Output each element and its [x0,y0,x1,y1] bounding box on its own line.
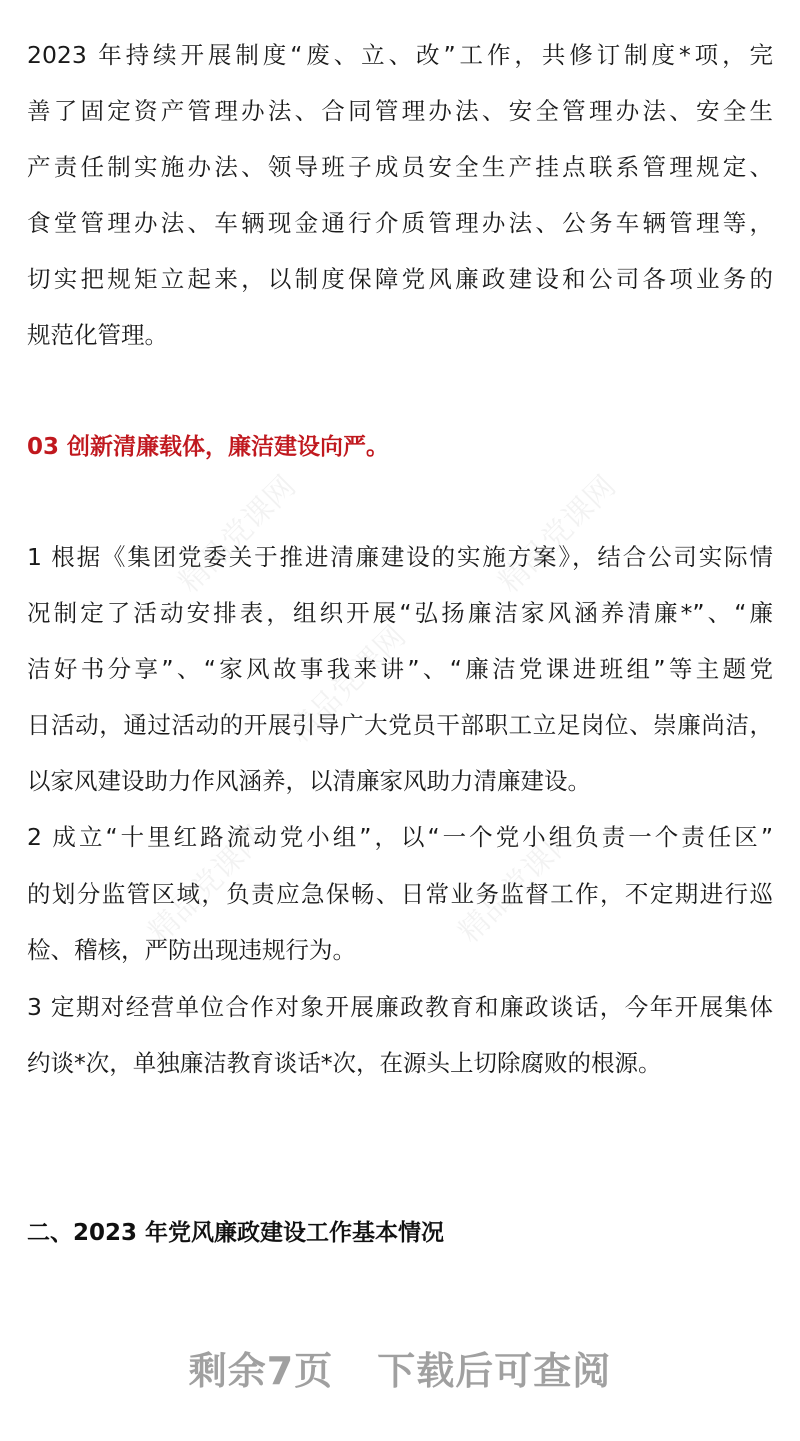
chapter-heading: 二、2023 年党风廉政建设工作基本情况 [27,1220,445,1246]
text-line: 检、稽核，严防出现违规行为。 [27,936,356,964]
download-to-view-label[interactable]: 下载后可查阅 [377,1349,612,1393]
text-line: 切实把规矩立起来，以制度保障党风廉政建设和公司各项业务的 [27,265,773,293]
text-line: 食堂管理办法、车辆现金通行介质管理办法、公务车辆管理等， [27,209,773,237]
download-prompt[interactable] [0,1340,800,1395]
text-line: 的划分监管区域，负责应急保畅、日常业务监督工作，不定期进行巡 [27,880,773,908]
section-heading: 03 创新清廉载体，廉洁建设向严。 [27,434,390,460]
watermark: 精品党课网 [172,469,303,600]
text-line: 产责任制实施办法、领导班子成员安全生产挂点联系管理规定、 [27,153,773,181]
text-line: 善了固定资产管理办法、合同管理办法、安全管理办法、安全生 [27,97,773,125]
text-line: 约谈*次，单独廉洁教育谈话*次，在源头上切除腐败的根源。 [27,1049,662,1077]
text-line: 日活动，通过活动的开展引导广大党员干部职工立足岗位、崇廉尚洁， [27,711,773,739]
text-line: 2 成立“十里红路流动党小组”，以“一个党小组负责一个责任区” [27,823,773,851]
text-line: 洁好书分享”、“家风故事我来讲”、“廉洁党课进班组”等主题党 [27,655,773,683]
watermark: 精品党课网 [492,469,623,600]
watermark: 精品党课网 [142,819,273,950]
text-line: 况制定了活动安排表，组织开展“弘扬廉洁家风涵养清廉*”、“廉 [27,599,773,627]
watermark: 精品党课网 [452,819,583,950]
remaining-pages-label: 剩余7页 [188,1349,334,1393]
text-line: 1 根据《集团党委关于推进清廉建设的实施方案》，结合公司实际情 [27,543,773,571]
text-line: 以家风建设助力作风涵养，以清廉家风助力清廉建设。 [27,767,591,795]
watermark: 精品党课网 [282,619,413,750]
text-line: 2023 年持续开展制度“废、立、改”工作，共修订制度*项，完 [27,41,773,69]
text-line: 3 定期对经营单位合作对象开展廉政教育和廉政谈话，今年开展集体 [27,993,773,1021]
text-line: 规范化管理。 [27,321,168,349]
